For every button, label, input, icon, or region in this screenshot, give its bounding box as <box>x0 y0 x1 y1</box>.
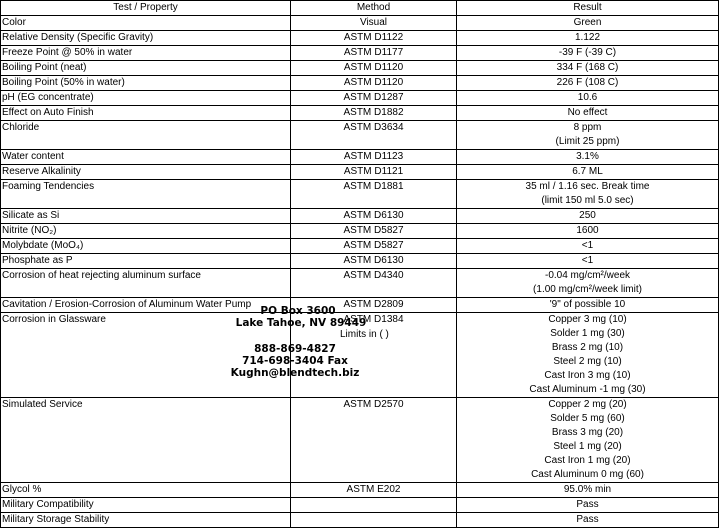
result-line: 3.1% <box>576 151 599 162</box>
result-cell <box>457 91 719 106</box>
result-cell <box>457 31 719 46</box>
result-cell <box>457 254 719 269</box>
table-header-row <box>1 1 719 16</box>
method-cell: ASTM E202 <box>291 483 457 498</box>
result-line: 10.6 <box>577 92 598 103</box>
method-cell: ASTM D4340 <box>291 269 457 298</box>
method-cell: ASTM D2809 <box>291 298 457 313</box>
result-line: (Limit 25 ppm) <box>555 136 620 147</box>
table-row <box>1 224 719 239</box>
result-line: Steel 2 mg (10) <box>553 356 622 367</box>
property-cell: Corrosion in Glassware <box>1 313 291 398</box>
fax-number: 714-698-3404 Fax <box>242 355 348 367</box>
result-cell <box>457 76 719 91</box>
table-row <box>1 483 719 498</box>
property-cell: Relative Density (Specific Gravity) <box>1 31 291 46</box>
table-row <box>1 121 719 150</box>
method-cell: ASTM D1287 <box>291 91 457 106</box>
spec-table-body <box>1 1 719 528</box>
result-line: Pass <box>576 514 599 525</box>
header-property: Test / Property <box>1 1 291 16</box>
result-cell <box>457 298 719 313</box>
result-cell <box>457 513 719 528</box>
property-cell: Glycol % <box>1 483 291 498</box>
result-cell <box>457 150 719 165</box>
result-cell <box>457 180 719 209</box>
method-cell: ASTM D6130 <box>291 254 457 269</box>
result-line: Copper 3 mg (10) <box>548 314 627 325</box>
result-line: 1.122 <box>574 32 601 43</box>
result-line: 334 F (168 C) <box>556 62 619 73</box>
table-row <box>1 269 719 298</box>
table-row <box>1 209 719 224</box>
result-cell <box>457 269 719 298</box>
city-address: Lake Tahoe, NV 89449 <box>235 317 367 329</box>
result-cell <box>457 483 719 498</box>
result-line: <1 <box>581 255 594 266</box>
table-row <box>1 31 719 46</box>
property-cell: Boiling Point (50% in water) <box>1 76 291 91</box>
po-box: PO Box 3600 <box>260 305 336 317</box>
table-row <box>1 165 719 180</box>
method-cell: ASTM D1122 <box>291 31 457 46</box>
method-cell: ASTM D1384 <box>291 313 457 398</box>
property-cell: Simulated Service <box>1 398 291 483</box>
result-line: Solder 5 mg (60) <box>550 413 625 424</box>
table-row <box>1 150 719 165</box>
property-cell: Chloride <box>1 121 291 150</box>
phone-number: 888-869-4827 <box>254 343 336 355</box>
result-line: Solder 1 mg (30) <box>550 328 625 339</box>
method-cell: ASTM D3634 <box>291 121 457 150</box>
table-row <box>1 106 719 121</box>
result-line: Cast Aluminum -1 mg (30) <box>529 384 646 395</box>
result-line: <1 <box>581 240 594 251</box>
result-line: 95.0% min <box>563 484 612 495</box>
property-cell: Corrosion of heat rejecting aluminum surface <box>1 269 291 298</box>
property-cell: Military Compatibility <box>1 498 291 513</box>
property-cell: Phosphate as P <box>1 254 291 269</box>
method-cell: ASTM D1120 <box>291 61 457 76</box>
table-row <box>1 46 719 61</box>
table-row <box>1 16 719 31</box>
property-cell: Molybdate (MoO₄) <box>1 239 291 254</box>
result-line: Cast Aluminum 0 mg (60) <box>531 469 644 480</box>
result-line: (limit 150 ml 5.0 sec) <box>541 195 634 206</box>
result-line: 226 F (108 C) <box>556 77 619 88</box>
table-row <box>1 61 719 76</box>
table-row <box>1 76 719 91</box>
result-cell <box>457 46 719 61</box>
method-cell: ASTM D2570 <box>291 398 457 483</box>
table-row <box>1 180 719 209</box>
result-line: Cast Iron 3 mg (10) <box>544 370 631 381</box>
header-method: Method <box>291 1 457 16</box>
result-line: 1600 <box>576 225 599 236</box>
result-line: Pass <box>576 499 599 510</box>
table-row <box>1 239 719 254</box>
result-cell <box>457 498 719 513</box>
result-line: Copper 2 mg (20) <box>548 399 627 410</box>
result-line: No effect <box>567 107 608 118</box>
result-line: Brass 3 mg (20) <box>551 427 624 438</box>
property-cell: Water content <box>1 150 291 165</box>
result-line: (1.00 mg/cm²/week limit) <box>533 284 642 295</box>
property-cell: Military Storage Stability <box>1 513 291 528</box>
method-cell: ASTM D1881 <box>291 180 457 209</box>
result-line: Steel 1 mg (20) <box>553 441 622 452</box>
method-cell: ASTM D1120 <box>291 76 457 91</box>
method-cell: Visual <box>291 16 457 31</box>
result-line: Brass 2 mg (10) <box>551 342 624 353</box>
method-cell: ASTM D1121 <box>291 165 457 180</box>
limits-note: Limits in ( ) <box>340 329 389 340</box>
method-cell: ASTM D1177 <box>291 46 457 61</box>
method-cell: ASTM D5827 <box>291 239 457 254</box>
result-line: Green <box>573 17 602 28</box>
method-cell: ASTM D6130 <box>291 209 457 224</box>
result-line: Cast Iron 1 mg (20) <box>544 455 631 466</box>
result-cell <box>457 224 719 239</box>
result-cell <box>457 61 719 76</box>
result-cell <box>457 313 719 398</box>
result-line: 35 ml / 1.16 sec. Break time <box>525 181 650 192</box>
result-line: '9" of possible 10 <box>549 299 626 310</box>
email-address: Kughn@blendtech.biz <box>230 367 360 379</box>
result-line: 8 ppm <box>573 122 602 133</box>
result-cell <box>457 398 719 483</box>
method-cell: ASTM D5827 <box>291 224 457 239</box>
method-cell <box>291 498 457 513</box>
header-result: Result <box>457 1 719 16</box>
property-cell: Cavitation / Erosion-Corrosion of Aluminum Water Pump <box>1 298 291 313</box>
result-cell <box>457 239 719 254</box>
result-line: 6.7 ML <box>572 166 603 177</box>
table-row <box>1 513 719 528</box>
property-cell: Reserve Alkalinity <box>1 165 291 180</box>
result-cell <box>457 165 719 180</box>
property-cell: Nitrite (NO₂) <box>1 224 291 239</box>
table-row <box>1 398 719 483</box>
table-row <box>1 254 719 269</box>
property-cell: pH (EG concentrate) <box>1 91 291 106</box>
result-cell <box>457 209 719 224</box>
result-line: 250 <box>579 210 596 221</box>
result-cell <box>457 121 719 150</box>
result-cell <box>457 16 719 31</box>
result-line: -39 F (-39 C) <box>558 47 617 58</box>
property-cell: Silicate as Si <box>1 209 291 224</box>
property-cell: Boiling Point (neat) <box>1 61 291 76</box>
property-cell: Foaming Tendencies <box>1 180 291 209</box>
property-cell: Freeze Point @ 50% in water <box>1 46 291 61</box>
method-cell: ASTM D1882 <box>291 106 457 121</box>
method-cell: ASTM D1123 <box>291 150 457 165</box>
property-cell: Effect on Auto Finish <box>1 106 291 121</box>
result-line: -0.04 mg/cm²/week <box>544 270 631 281</box>
contact-block <box>200 305 390 379</box>
property-cell: Color <box>1 16 291 31</box>
method-cell <box>291 513 457 528</box>
table-row <box>1 498 719 513</box>
table-row <box>1 91 719 106</box>
result-cell <box>457 106 719 121</box>
